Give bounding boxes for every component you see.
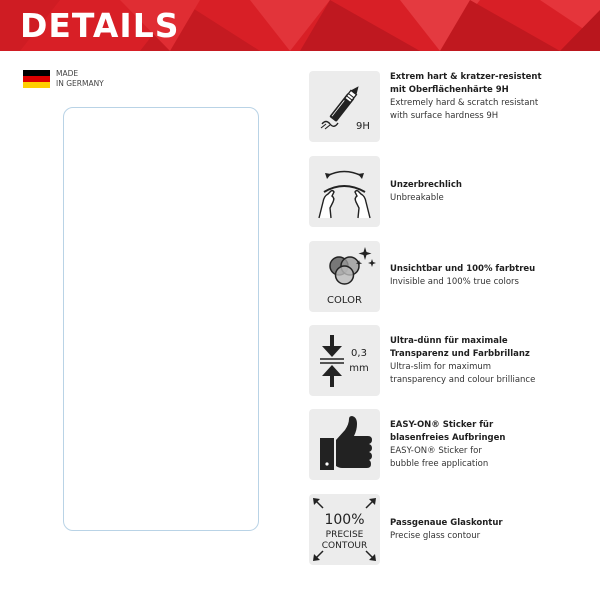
feature-title-de: EASY-ON® Sticker für: [390, 420, 494, 430]
feature-easy-on: [309, 409, 599, 481]
feature-precise-contour: [309, 494, 599, 566]
feature-title-en: Precise glass contour: [390, 531, 481, 541]
header-banner: [0, 0, 600, 51]
feature-unbreakable: [309, 156, 599, 228]
origin-line-2: IN GERMANY: [56, 79, 104, 88]
feature-tile: [309, 156, 380, 227]
feature-title-en: bubble free application: [390, 459, 489, 469]
thumbs-up-icon: [309, 409, 380, 480]
origin-line-1: MADE: [56, 69, 79, 78]
feature-title-en: Unbreakable: [390, 193, 444, 203]
hardness-label: 9H: [356, 121, 370, 132]
feature-hardness: [309, 71, 599, 143]
feature-title-de: Extrem hart & kratzer-resistent: [390, 72, 542, 82]
feature-ultra-slim: [309, 325, 599, 397]
feature-title-de: mit Oberflächenhärte 9H: [390, 85, 509, 95]
feature-tile: [309, 494, 380, 565]
page-title: DETAILS: [20, 6, 180, 45]
feature-title-en: Invisible and 100% true colors: [390, 277, 519, 287]
screen-protector-outline: [63, 107, 259, 531]
feature-title-en: Ultra-slim for maximum: [390, 362, 492, 372]
feature-tile: [309, 71, 380, 142]
feature-title-en: EASY-ON® Sticker for: [390, 446, 482, 456]
precise-contour-icon: [309, 494, 380, 565]
feature-title-de: Ultra-dünn für maximale: [390, 336, 508, 346]
thickness-value: 0,3: [351, 348, 367, 359]
feature-title-de: Unzerbrechlich: [390, 180, 462, 190]
feature-colors: [309, 241, 599, 313]
feature-tile: [309, 241, 380, 312]
contour-percent: 100%: [324, 512, 365, 528]
feature-title-de: Transparenz und Farbbrillanz: [390, 349, 530, 359]
bend-hands-icon: [309, 156, 380, 227]
feature-title-de: Passgenaue Glaskontur: [390, 518, 503, 528]
contour-label: CONTOUR: [321, 541, 368, 551]
knife-hardness-icon: [309, 71, 380, 142]
feature-tile: [309, 325, 380, 396]
feature-title-en: with surface hardness 9H: [390, 111, 499, 121]
feature-title-de: Unsichtbar und 100% farbtreu: [390, 264, 536, 274]
german-flag-icon: [23, 70, 50, 88]
thickness-unit: mm: [349, 363, 369, 374]
feature-title-en: Extremely hard & scratch resistant: [390, 98, 539, 108]
thickness-arrows-icon: [309, 325, 380, 396]
color-label: COLOR: [327, 295, 362, 306]
feature-tile: [309, 409, 380, 480]
contour-precise: PRECISE: [325, 530, 364, 540]
color-circles-icon: [309, 241, 380, 312]
feature-title-de: blasenfreies Aufbringen: [390, 433, 506, 443]
feature-title-en: transparency and colour brilliance: [390, 375, 536, 385]
